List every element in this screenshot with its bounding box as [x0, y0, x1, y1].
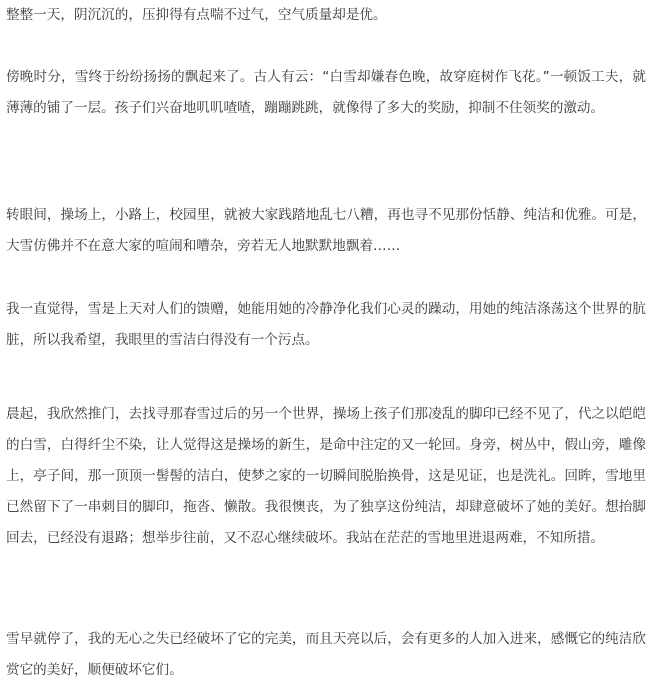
paragraph-6: 雪早就停了，我的无心之失已经破坏了它的完美，而且天亮以后，会有更多的人加入进来，感慨它的纯洁欣赏它的美好，顺便破坏它们。	[6, 631, 646, 678]
paragraph-3: 转眼间，操场上，小路上，校园里，就被大家践踏地乱七八糟，再也寻不见那份恬静、纯洁和优雅。可是，大雪仿佛并不在意大家的喧闹和嘈杂，旁若无人地默默地飘着……	[6, 207, 646, 254]
paragraph-5: 晨起，我欣然推门，去找寻那春雪过后的另一个世界，操场上孩子们那凌乱的脚印已经不见了，代之以皑皑的白雪，白得纤尘不染，让人觉得这是操场的新生，是命中注定的又一轮回。身旁，树丛中，假山旁，雕像上，亭子间，那一顶顶一髻髻的洁白，使梦之家的一切瞬间脱胎换骨，这是见证，也是洗礼。回眸，雪地里已然留下了一串刺目的脚印，拖沓、懒散。我很懊丧，为了独享这份纯洁，却肆意破坏了她的美好。想抬脚回去，已经没有退路；想举步往前，又不忍心继续破坏。我站在茫茫的雪地里进退两难，不知所措。	[6, 406, 646, 546]
paragraph-4: 我一直觉得，雪是上天对人们的馈赠，她能用她的冷静净化我们心灵的躁动，用她的纯洁涤荡这个世界的肮脏，所以我希望，我眼里的雪洁白得没有一个污点。	[6, 301, 646, 348]
paragraph-2: 傍晚时分，雪终于纷纷扬扬的飘起来了。古人有云：“白雪却嫌春色晚，故穿庭树作飞花。”一顿饭工夫，就薄薄的铺了一层。孩子们兴奋地叽叽喳喳，蹦蹦跳跳，就像得了多大的奖励，抑制不住领奖的激动。	[6, 69, 646, 116]
paragraph-1: 整整一天，阴沉沉的，压抑得有点喘不过气，空气质量却是优。	[6, 7, 387, 23]
